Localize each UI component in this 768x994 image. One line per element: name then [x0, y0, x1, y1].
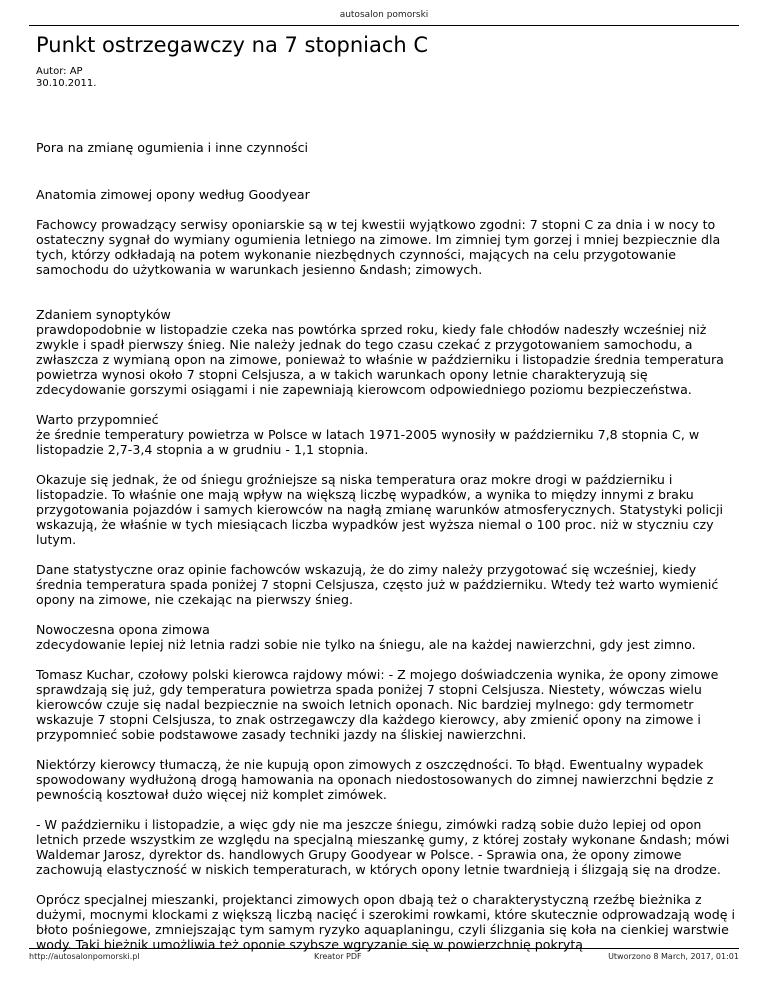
paragraph: Tomasz Kuchar, czołowy polski kierowca rajdowy mówi: - Z mojego doświadczenia wynika, że opony zimowe sprawdzają się już, gdy temperatura powietrza spada poniżej 7 stopni Celsjusza. Niestety, wówczas wielu kierowców czuje się nadal bezpiecznie na swoich letnich oponach. Nic bardziej mylnego: gdy termometr wskazuje 7 stopni Celsjusza, to znak ostrzegawczy dla każdego kierowcy, aby zmienić opony na zimowe i przypomnieć sobie podstawowe zasady techniki jazdy na śliskiej nawierzchni. — [36, 667, 719, 742]
article-title: Punkt ostrzegawczy na 7 stopniach C — [36, 33, 429, 57]
footer-url: http://autosalonpomorski.pl — [29, 952, 140, 961]
article-meta — [36, 66, 96, 90]
article-body — [36, 140, 736, 952]
subtitle: Pora na zmianę ogumienia i inne czynności — [36, 140, 309, 155]
paragraph: Fachowcy prowadzący serwisy oponiarskie są w tej kwestii wyjątkowo zgodni: 7 stopni C za dnia i w nocy to ostateczny sygnał do wymiany ogumienia letniego na zimowe. Im zimniej tym gorzej i mniej bezpiecznie dla tych, którzy odkładają na potem wykonanie niezbędnych czynności, mających na celu przygotowanie samochodu do użytkowania w warunkach jesienno &ndash; zimowych. — [36, 217, 721, 277]
section-heading: Anatomia zimowej opony według Goodyear — [36, 187, 310, 202]
paragraph: Nowoczesna opona zimowa zdecydowanie lepiej niż letnia radzi sobie nie tylko na śniegu, ale na każdej nawierzchni, gdy jest zimno. — [36, 622, 696, 652]
paragraph: Dane statystyczne oraz opinie fachowców wskazują, że do zimy należy przygotować się wcześniej, kiedy średnia temperatura spada poniżej 7 stopni Celsjusza, często już w październiku. Wtedy też warto wymienić opony na zimowe, nie czekając na pierwszy śnieg. — [36, 562, 719, 607]
page-footer — [29, 948, 739, 961]
paragraph: Warto przypomnieć że średnie temperatury powietrza w Polsce w latach 1971-2005 wynosiły w październiku 7,8 stopnia C, w listopadzie 2,7-3,4 stopnia a w grudniu - 1,1 stopnia. — [36, 412, 700, 457]
site-header: autosalon pomorski — [339, 10, 429, 20]
footer-generator: Kreator PDF — [314, 952, 362, 961]
article-author: Autor: AP — [36, 66, 83, 77]
paragraph: Niektórzy kierowcy tłumaczą, że nie kupują opon zimowych z oszczędności. To błąd. Ewentualny wypadek spowodowany wydłużoną drogą hamowania na oponach niedostosowanych do zimnej nawierzchni będzie z pewnością kosztował dużo więcej niż komplet zimówek. — [36, 757, 714, 802]
paragraph: Zdaniem synoptyków prawdopodobnie w listopadzie czeka nas powtórka sprzed roku, kiedy fale chłodów nadeszły wcześniej niż zwykle i spadł pierwszy śnieg. Nie należy jednak do tego czasu czekać z przygotowaniem samochodu, a zwłaszcza z wymianą opon na zimowe, ponieważ to właśnie w październiku i listopadzie średnia temperatura powietrza wynosi około 7 stopni Celsjusza, a w takich warunkach opony letnie charakteryzują się zdecydowanie gorszymi osiągami i nie zapewniają kierowcom odpowiedniego poziomu bezpieczeństwa. — [36, 307, 724, 397]
paragraph: - W październiku i listopadzie, a więc gdy nie ma jeszcze śniegu, zimówki radzą sobie dużo lepiej od opon letnich przede wszystkim ze względu na specjalną mieszankę gumy, z której zostały wykonane &ndash; mówi Waldemar Jarosz, dyrektor ds. handlowych Grupy Goodyear w Polsce. - Sprawia ona, że opony zimowe zachowują elastyczność w niskich temperaturach, w których opony letnie twardnieją i ślizgają się na drodze. — [36, 817, 730, 877]
footer-created: Utworzono 8 March, 2017, 01:01 — [608, 952, 739, 961]
header-divider — [29, 25, 739, 26]
paragraph: Okazuje się jednak, że od śniegu groźniejsze są niska temperatura oraz mokre drogi w październiku i listopadzie. To właśnie one mają wpływ na większą liczbę wypadków, a wynika to między innymi z braku przygotowania pojazdów i samych kierowców na nagłą zmianę warunków atmosferycznych. Statystyki policji wskazują, że właśnie w tych miesiącach liczba wypadków jest wyższa niemal o 100 proc. niż w styczniu czy lutym. — [36, 472, 723, 547]
paragraph: Oprócz specjalnej mieszanki, projektanci zimowych opon dbają też o charakterystyczną rzeźbę bieżnika z dużymi, mocnymi klockami z większą liczbą nacięć i szerokimi rowkami, które skutecznie odprowadzają wodę i błoto pośniegowe, zmniejszając tym samym ryzyko aquaplaningu, czyli ślizgania się koła na cienkiej warstwie wody. Taki bieżnik umożliwia też oponie szybsze wgryzanie się w powierzchnię pokrytą — [36, 892, 735, 952]
article-date: 30.10.2011. — [36, 78, 97, 89]
